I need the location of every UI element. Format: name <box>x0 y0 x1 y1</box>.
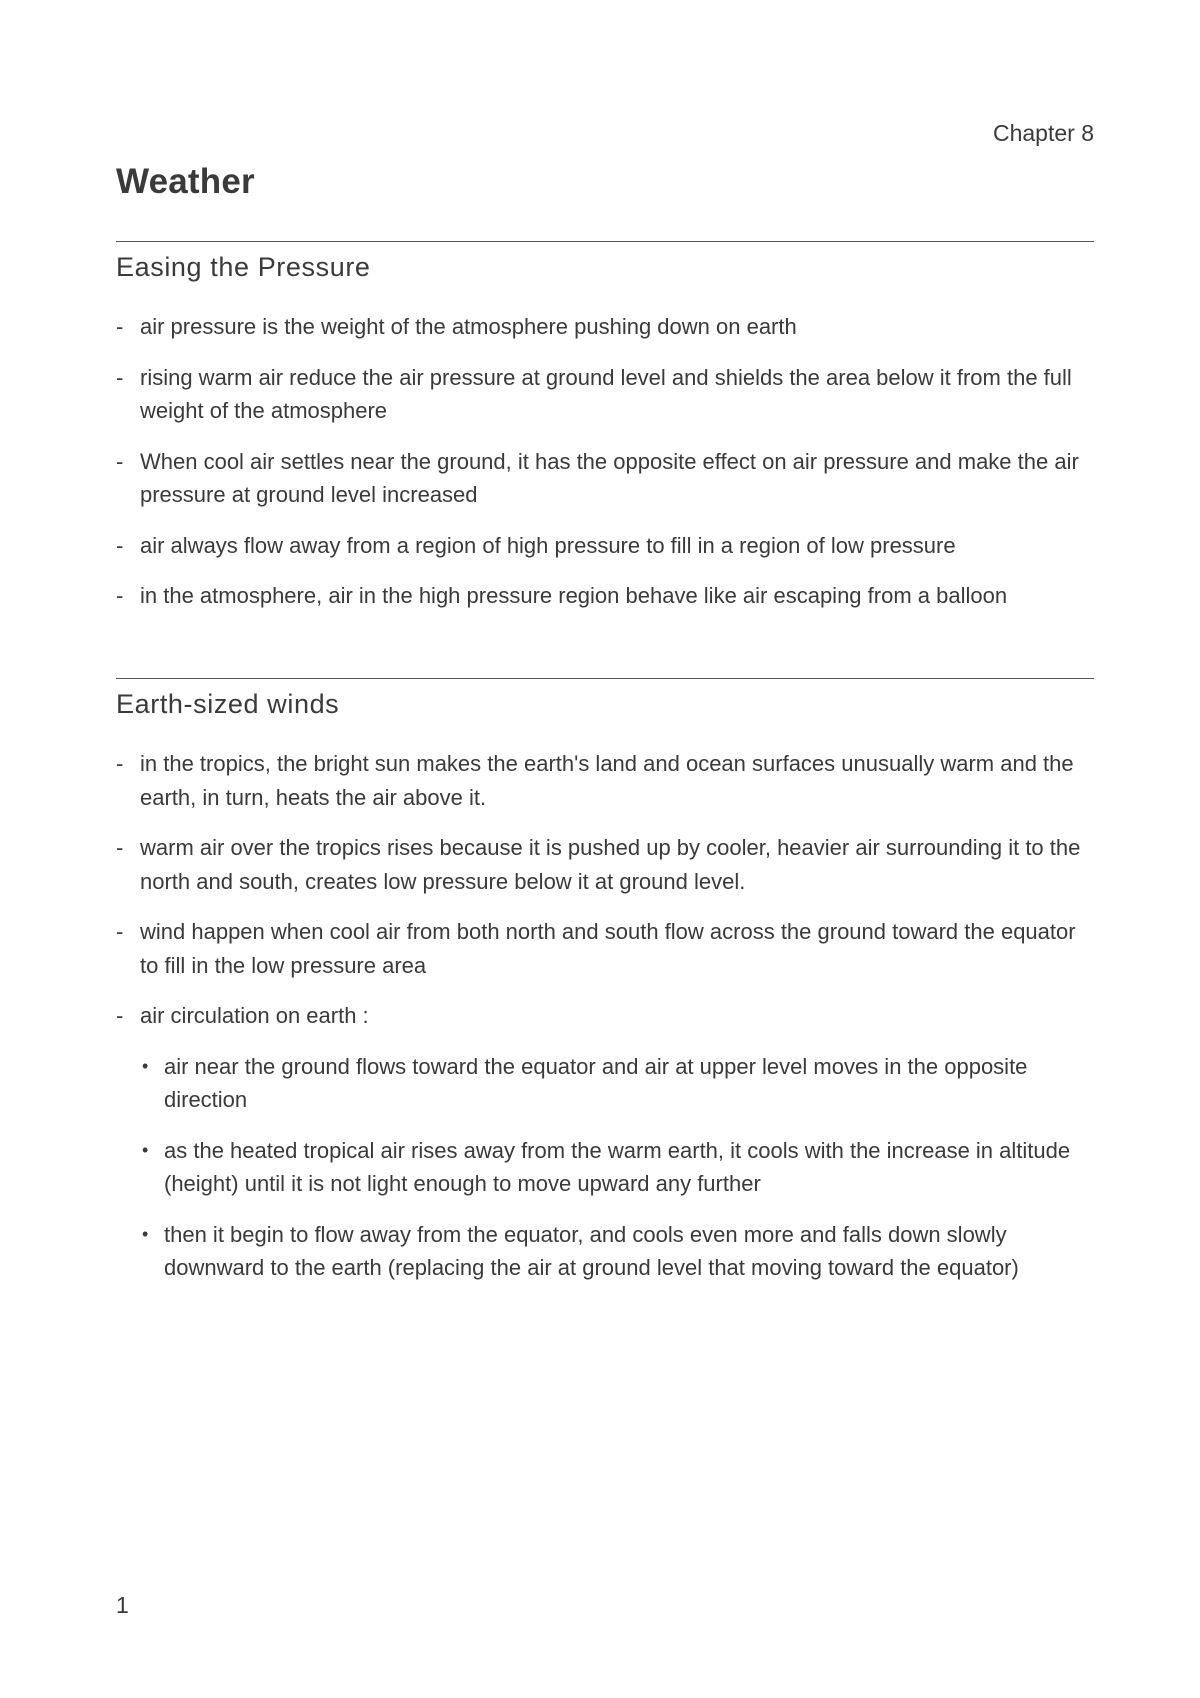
list-item-text: air always flow away from a region of high pressure to fill in a region of low pressure <box>140 532 956 558</box>
dash-marker: - <box>116 1003 124 1028</box>
sub-list-item <box>140 1134 1094 1201</box>
sub-list-item <box>140 1218 1094 1285</box>
bullet-marker: • <box>142 1139 149 1160</box>
list-item-text: in the atmosphere, air in the high pressure region behave like air escaping from a balloon <box>140 583 1008 608</box>
dash-marker: - <box>116 835 124 860</box>
sub-list-item-text: as the heated tropical air rises away from the warm earth, it cools with the increase in altitude (height) until it is not light enough to move upward any further <box>164 1137 1071 1196</box>
chapter-label: Chapter 8 <box>992 120 1094 146</box>
dash-marker: - <box>116 751 124 776</box>
list-item <box>116 310 1094 344</box>
dash-marker: - <box>116 314 124 339</box>
section-heading: Earth-sized winds <box>116 689 340 719</box>
dash-list <box>116 310 1094 613</box>
list-item <box>116 579 1094 613</box>
list-item-text: warm air over the tropics rises because it is pushed up by cooler, heavier air surrounding it to the north and south, creates low pressure below it at ground level. <box>140 835 1081 894</box>
dash-marker: - <box>116 532 124 558</box>
dash-marker: - <box>116 919 124 944</box>
list-item <box>116 445 1094 512</box>
section-heading: Easing the Pressure <box>116 252 371 282</box>
list-item <box>116 747 1094 814</box>
section-earth-sized-winds <box>116 678 1094 1302</box>
bullet-marker: • <box>142 1055 149 1076</box>
bullet-marker: • <box>142 1223 149 1244</box>
list-item <box>116 999 1094 1285</box>
list-item-text: air pressure is the weight of the atmosphere pushing down on earth <box>140 314 797 339</box>
list-item-text: rising warm air reduce the air pressure at ground level and shields the area below it from the full weight of the atmosphere <box>140 364 1072 423</box>
document-page <box>116 0 1094 1698</box>
list-item-text: air circulation on earth : <box>140 1003 369 1028</box>
list-item <box>116 831 1094 898</box>
dash-marker: - <box>116 448 124 474</box>
list-item-text: wind happen when cool air from both north and south flow across the ground toward the equator to fill in the low pressure area <box>140 919 1076 978</box>
list-item <box>116 529 1094 563</box>
page-number: 1 <box>116 1592 129 1618</box>
page-title: Weather <box>116 162 255 201</box>
list-item <box>116 361 1094 428</box>
sub-list-item-text: then it begin to flow away from the equator, and cools even more and falls down slowly downward to the earth (replacing the air at ground level that moving toward the equator) <box>164 1221 1019 1280</box>
sub-list-item <box>140 1050 1094 1117</box>
list-item <box>116 915 1094 982</box>
bullet-list <box>140 1050 1094 1285</box>
dash-marker: - <box>116 364 124 390</box>
section-easing-the-pressure <box>116 241 1094 630</box>
dash-list <box>116 747 1094 1285</box>
dash-marker: - <box>116 583 124 608</box>
list-item-text: in the tropics, the bright sun makes the earth's land and ocean surfaces unusually warm and the earth, in turn, heats the air above it. <box>140 751 1074 810</box>
sub-list-item-text: air near the ground flows toward the equator and air at upper level moves in the opposite direction <box>164 1053 1028 1112</box>
list-item-text: When cool air settles near the ground, it has the opposite effect on air pressure and make the air pressure at ground level increased <box>140 448 1079 507</box>
